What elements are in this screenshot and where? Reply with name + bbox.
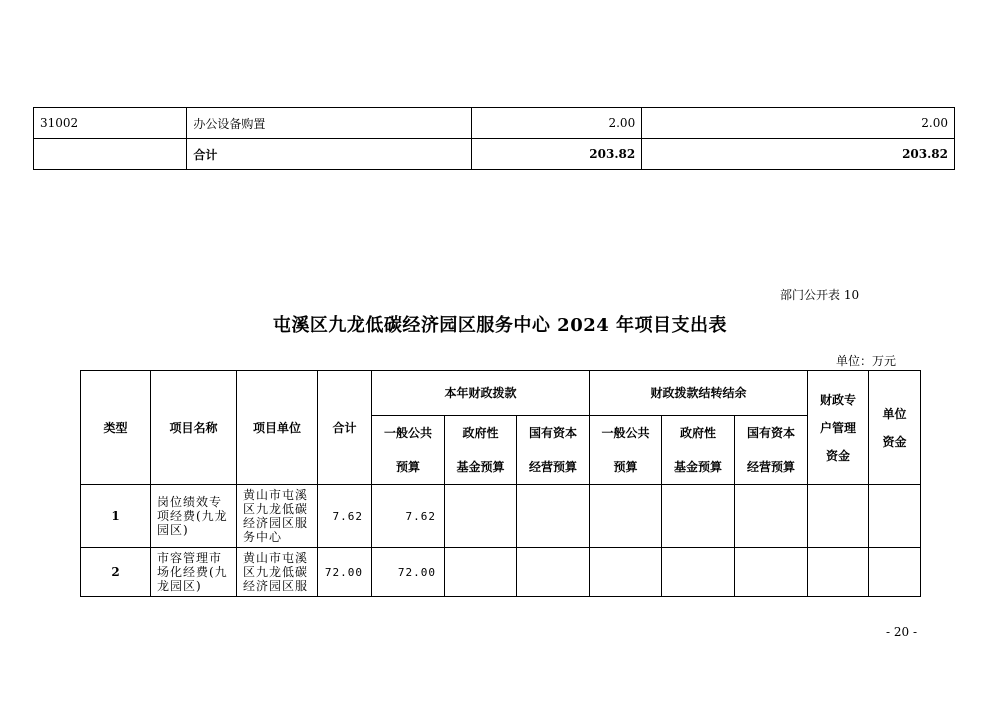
- total-cell: 7.62: [318, 485, 372, 548]
- header-type: 类型: [81, 371, 151, 485]
- general-budget-cell: 7.62: [372, 485, 445, 548]
- empty-cell: [735, 485, 808, 548]
- header-line: 政府性: [680, 426, 717, 440]
- total-amount: 203.82: [642, 139, 955, 170]
- header-line: 一般公共: [601, 426, 650, 440]
- header-line: 经营预算: [747, 460, 796, 474]
- empty-cell: [662, 485, 735, 548]
- header-line: 一般公共: [383, 426, 432, 440]
- total-label: 合计: [187, 139, 472, 170]
- header-line: 国有资本: [529, 426, 578, 440]
- header-government-fund-budget: [662, 416, 735, 485]
- empty-cell: [808, 485, 869, 548]
- empty-cell: [662, 548, 735, 597]
- econ-code-cell: 31002: [34, 108, 187, 139]
- page-title: 屯溪区九龙低碳经济园区服务中心 2024 年项目支出表: [272, 315, 728, 336]
- form-number: 部门公开表 10: [780, 288, 860, 302]
- header-line: 基金预算: [456, 460, 505, 474]
- econ-code-cell: [34, 139, 187, 170]
- empty-cell: [735, 548, 808, 597]
- empty-cell: [517, 548, 590, 597]
- econ-name-cell: 办公设备购置: [187, 108, 472, 139]
- unit-label: 单位：万元: [836, 354, 897, 368]
- empty-cell: [445, 548, 517, 597]
- previous-table-fragment: [33, 107, 955, 170]
- total-cell: 72.00: [318, 548, 372, 597]
- header-general-budget: [590, 416, 662, 485]
- header-line: 资金: [826, 448, 851, 463]
- table-row-total: [34, 139, 955, 170]
- header-unit-funds: [869, 371, 921, 485]
- header-government-fund-budget: [445, 416, 517, 485]
- table-row: [81, 485, 921, 548]
- header-line: 户管理: [820, 420, 857, 435]
- table-row: [81, 548, 921, 597]
- header-state-capital-budget: [735, 416, 808, 485]
- empty-cell: [445, 485, 517, 548]
- header-line: 财政专: [820, 392, 857, 407]
- header-line: 预算: [395, 460, 420, 474]
- empty-cell: [869, 485, 921, 548]
- header-line: 政府性: [462, 426, 499, 440]
- header-line: 预算: [613, 460, 638, 474]
- project-unit-cell: 黄山市屯溪区九龙低碳经济园区服: [237, 548, 318, 597]
- header-row: [81, 371, 921, 416]
- amount-cell: 2.00: [642, 108, 955, 139]
- empty-cell: [517, 485, 590, 548]
- header-general-budget: [372, 416, 445, 485]
- empty-cell: [590, 548, 662, 597]
- header-special-account-funds: [808, 371, 869, 485]
- project-name-cell: 岗位绩效专项经费(九龙园区): [151, 485, 237, 548]
- total-amount: 203.82: [472, 139, 642, 170]
- header-line: 单位: [882, 406, 907, 421]
- project-expenditure-table: [80, 370, 921, 597]
- empty-cell: [808, 548, 869, 597]
- empty-cell: [590, 485, 662, 548]
- header-line: 经营预算: [529, 460, 578, 474]
- type-cell: 1: [81, 485, 151, 548]
- amount-cell: 2.00: [472, 108, 642, 139]
- table-row: [34, 108, 955, 139]
- header-carryover-balance: 财政拨款结转结余: [590, 371, 808, 416]
- header-state-capital-budget: [517, 416, 590, 485]
- project-name-cell: 市容管理市场化经费(九龙园区): [151, 548, 237, 597]
- type-cell: 2: [81, 548, 151, 597]
- project-unit-cell: 黄山市屯溪区九龙低碳经济园区服务中心: [237, 485, 318, 548]
- empty-cell: [869, 548, 921, 597]
- header-line: 基金预算: [674, 460, 723, 474]
- page-number: - 20 -: [886, 625, 918, 639]
- header-total: 合计: [318, 371, 372, 485]
- header-line: 资金: [882, 434, 907, 449]
- header-current-year-appropriation: 本年财政拨款: [372, 371, 590, 416]
- header-project-name: 项目名称: [151, 371, 237, 485]
- header-project-unit: 项目单位: [237, 371, 318, 485]
- general-budget-cell: 72.00: [372, 548, 445, 597]
- header-line: 国有资本: [747, 426, 796, 440]
